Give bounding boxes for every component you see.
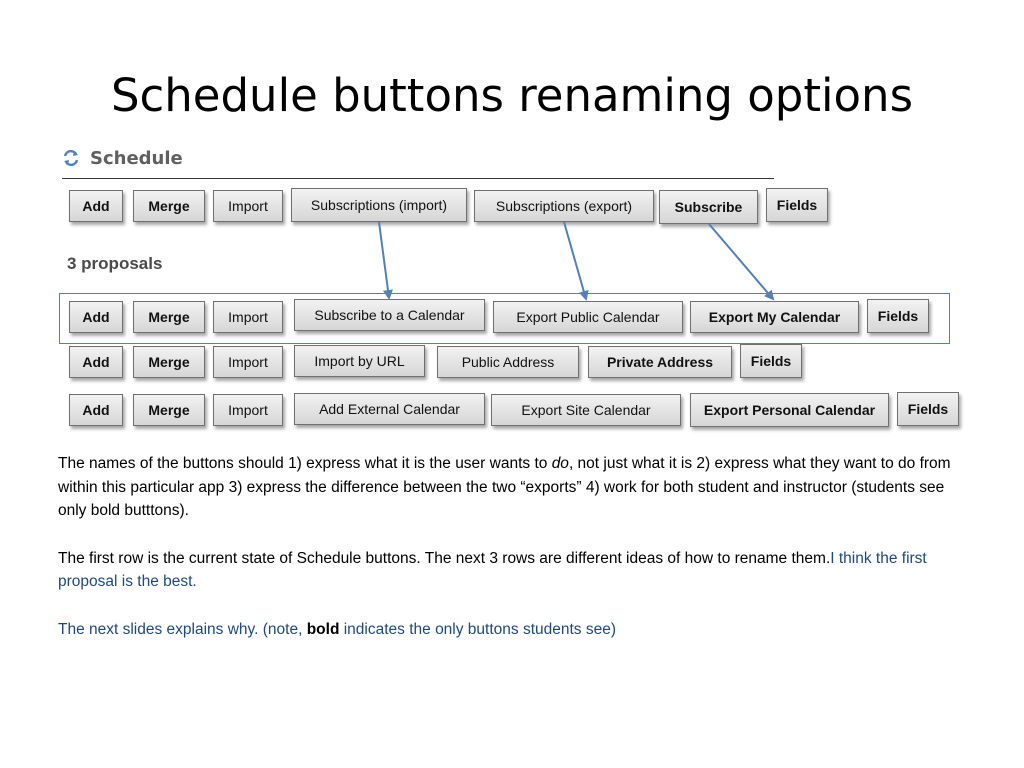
slide-title: Schedule buttons renaming options bbox=[110, 69, 914, 122]
fields-button[interactable]: Fields bbox=[740, 344, 802, 378]
subscribe-button[interactable]: Subscribe bbox=[659, 190, 758, 224]
note-text: The next slides explains why. (note, bbox=[58, 620, 307, 638]
add-external-calendar-button[interactable]: Add External Calendar bbox=[294, 393, 485, 425]
public-address-button[interactable]: Public Address bbox=[437, 346, 579, 378]
private-address-button[interactable]: Private Address bbox=[588, 346, 732, 378]
add-button[interactable]: Add bbox=[69, 394, 123, 426]
export-my-calendar-button[interactable]: Export My Calendar bbox=[690, 301, 859, 333]
add-button[interactable]: Add bbox=[69, 346, 123, 378]
export-personal-calendar-button[interactable]: Export Personal Calendar bbox=[690, 393, 889, 427]
fields-button[interactable]: Fields bbox=[867, 299, 929, 333]
import-button[interactable]: Import bbox=[213, 190, 283, 222]
opinion-text: I think the first proposal is the best. bbox=[58, 549, 927, 590]
rows-text: The first row is the current state of Schedule buttons. The next 3 rows are different ideas of how to rename them. bbox=[58, 549, 831, 567]
merge-button[interactable]: Merge bbox=[133, 301, 205, 333]
subscriptions-import-button[interactable]: Subscriptions (import) bbox=[291, 188, 467, 222]
paragraph-criteria bbox=[58, 452, 968, 523]
criteria-text: The names of the buttons should 1) express what it is the user wants to bbox=[58, 455, 552, 472]
merge-button[interactable]: Merge bbox=[133, 346, 205, 378]
note-bold-word: bold bbox=[306, 620, 340, 638]
proposals-label: 3 proposals bbox=[67, 254, 163, 273]
refresh-icon bbox=[62, 149, 80, 167]
import-button[interactable]: Import bbox=[213, 394, 283, 426]
header-divider bbox=[62, 178, 774, 179]
import-button[interactable]: Import bbox=[213, 346, 283, 378]
subscriptions-export-button[interactable]: Subscriptions (export) bbox=[474, 190, 654, 222]
paragraph-rows bbox=[58, 547, 968, 594]
arrow-subscribe bbox=[709, 224, 773, 299]
schedule-header bbox=[62, 144, 183, 172]
merge-button[interactable]: Merge bbox=[133, 190, 205, 222]
note-text-rest: indicates the only buttons students see) bbox=[339, 620, 617, 638]
subscribe-to-calendar-button[interactable]: Subscribe to a Calendar bbox=[294, 299, 485, 331]
add-button[interactable]: Add bbox=[69, 301, 123, 333]
paragraph-note bbox=[58, 618, 968, 642]
export-public-calendar-button[interactable]: Export Public Calendar bbox=[493, 301, 683, 333]
arrow-subscriptions-import bbox=[379, 222, 389, 298]
schedule-label: Schedule bbox=[90, 147, 183, 169]
merge-button[interactable]: Merge bbox=[133, 394, 205, 426]
export-site-calendar-button[interactable]: Export Site Calendar bbox=[491, 394, 681, 426]
explanation-text bbox=[58, 452, 968, 641]
fields-button[interactable]: Fields bbox=[766, 188, 828, 222]
arrow-subscriptions-export bbox=[564, 222, 586, 299]
emphasis-do: do bbox=[551, 455, 569, 472]
fields-button[interactable]: Fields bbox=[897, 392, 959, 426]
criteria-text-rest: , not just what it is 2) express what they want to do from within this particular app 3) express the difference between the two “exports” 4) work for both student and instructor (students see only bold butttons). bbox=[58, 455, 951, 519]
add-button[interactable]: Add bbox=[69, 190, 123, 222]
import-button[interactable]: Import bbox=[213, 301, 283, 333]
import-by-url-button[interactable]: Import by URL bbox=[294, 345, 425, 377]
